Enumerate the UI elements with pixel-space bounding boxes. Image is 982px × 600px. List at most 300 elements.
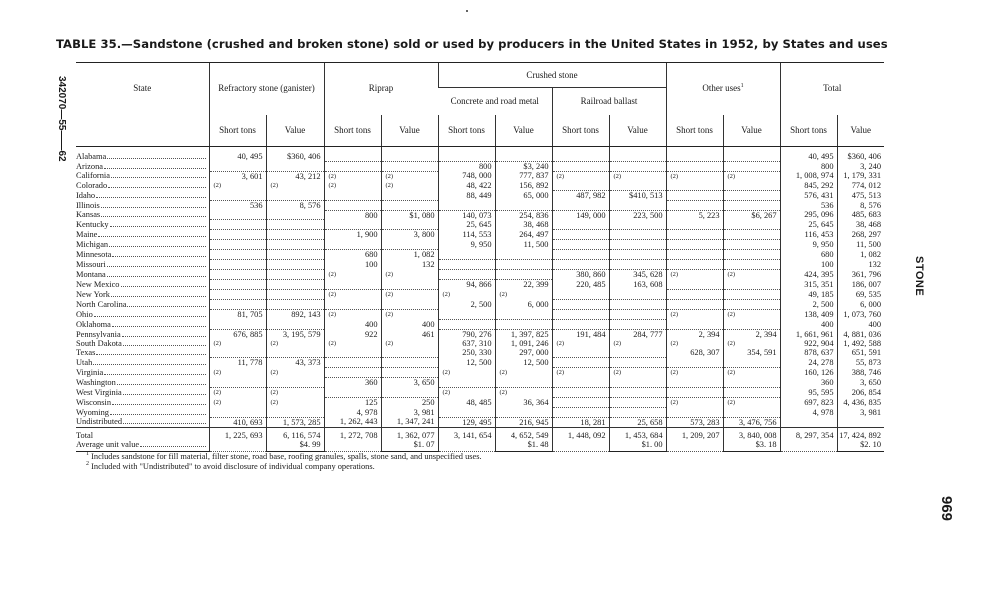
table-cell: 8, 576 xyxy=(837,200,884,210)
row-label xyxy=(76,210,209,220)
table-cell xyxy=(609,310,666,320)
table-cell xyxy=(609,387,666,397)
table-cell: 400 xyxy=(780,320,837,330)
row-label xyxy=(76,320,209,330)
state-name: Michigan xyxy=(76,240,109,249)
table-cell: 216, 945 xyxy=(495,417,552,427)
table-cell xyxy=(266,260,324,270)
table-cell: (2) xyxy=(266,181,324,191)
table-cell xyxy=(209,407,266,417)
table-cell xyxy=(552,440,609,452)
table-cell xyxy=(723,240,780,250)
table-cell xyxy=(723,161,780,171)
table-cell: (2) xyxy=(381,339,438,348)
table-cell xyxy=(324,152,381,162)
state-name: Kansas xyxy=(76,210,101,220)
row-label xyxy=(76,348,209,358)
state-name: Utah xyxy=(76,358,93,367)
leader-dots xyxy=(110,408,206,415)
table-cell xyxy=(381,200,438,210)
state-name: Minnesota xyxy=(76,250,112,259)
footnote-ref: 1 xyxy=(740,83,744,90)
table-cell xyxy=(209,260,266,270)
table-cell xyxy=(609,240,666,250)
table-cell: 25, 645 xyxy=(780,220,837,230)
state-name: Virginia xyxy=(76,368,104,377)
table-cell: $3, 240 xyxy=(495,161,552,171)
table-cell xyxy=(266,280,324,290)
table-cell: 55, 873 xyxy=(837,358,884,368)
leader-dots xyxy=(96,348,205,355)
table-row xyxy=(76,161,884,171)
table-cell: 1, 091, 246 xyxy=(495,339,552,348)
table-cell xyxy=(438,250,495,260)
row-label xyxy=(76,270,209,280)
table-cell: (2) xyxy=(495,290,552,300)
table-cell: 2, 500 xyxy=(438,300,495,310)
running-head: STONE xyxy=(913,256,925,297)
table-cell: 680 xyxy=(324,250,381,260)
table-cell xyxy=(381,368,438,378)
table-cell xyxy=(723,250,780,260)
table-cell: (2) xyxy=(209,339,266,348)
header-value: Value xyxy=(381,115,438,147)
table-cell xyxy=(552,152,609,162)
table-cell xyxy=(438,440,495,452)
table-body xyxy=(76,146,884,451)
table-cell xyxy=(438,310,495,320)
table-row xyxy=(76,348,884,358)
table-cell xyxy=(666,190,723,200)
table-cell xyxy=(209,240,266,250)
table-cell: 49, 185 xyxy=(780,290,837,300)
table-cell: 345, 628 xyxy=(609,270,666,280)
table-cell: (2) xyxy=(266,397,324,407)
table-cell xyxy=(381,190,438,200)
header-value: Value xyxy=(723,115,780,147)
table-cell xyxy=(324,348,381,358)
header-short-tons: Short tons xyxy=(324,115,381,147)
leader-dots xyxy=(112,320,206,327)
table-cell: 116, 453 xyxy=(780,230,837,240)
table-cell: 3, 476, 756 xyxy=(723,417,780,427)
table-cell: 3, 240 xyxy=(837,161,884,171)
row-label xyxy=(76,387,209,397)
table-cell xyxy=(266,250,324,260)
table-cell: 22, 399 xyxy=(495,280,552,290)
table-cell: 361, 796 xyxy=(837,270,884,280)
table-cell xyxy=(495,200,552,210)
table-cell: 11, 500 xyxy=(495,240,552,250)
table-cell xyxy=(609,348,666,358)
table-cell: 1, 397, 825 xyxy=(495,330,552,340)
table-cell: 475, 513 xyxy=(837,190,884,200)
table-cell: (2) xyxy=(723,310,780,320)
table-cell xyxy=(723,230,780,240)
row-label xyxy=(76,161,209,171)
table-cell xyxy=(780,417,837,427)
table-cell: (2) xyxy=(723,270,780,280)
table-cell: 9, 950 xyxy=(780,240,837,250)
table-cell xyxy=(495,250,552,260)
table-cell: 40, 495 xyxy=(780,152,837,162)
table-cell: 1, 082 xyxy=(837,250,884,260)
table-cell xyxy=(381,358,438,368)
table-cell xyxy=(609,161,666,171)
leader-dots xyxy=(121,280,206,287)
table-cell: 3, 650 xyxy=(837,378,884,388)
table-cell: $1. 07 xyxy=(381,440,438,452)
table-cell: 114, 553 xyxy=(438,230,495,240)
table-cell xyxy=(381,387,438,397)
leader-dots xyxy=(127,300,205,307)
table-cell: 3, 981 xyxy=(381,407,438,417)
row-label xyxy=(76,230,209,240)
table-cell: 2, 394 xyxy=(666,330,723,340)
table-cell: 65, 000 xyxy=(495,190,552,200)
table-cell: 1, 573, 285 xyxy=(266,417,324,427)
table-cell: 149, 000 xyxy=(552,210,609,220)
table-cell: 777, 837 xyxy=(495,171,552,181)
table-cell: 680 xyxy=(780,250,837,260)
table-cell: 800 xyxy=(780,161,837,171)
table-cell: 254, 836 xyxy=(495,210,552,220)
table-cell xyxy=(209,190,266,200)
table-cell: (2) xyxy=(552,339,609,348)
table-cell: $2. 10 xyxy=(837,440,884,452)
table-cell xyxy=(266,378,324,388)
table-cell xyxy=(552,161,609,171)
state-name: New York xyxy=(76,290,110,299)
table-cell xyxy=(495,320,552,330)
table-cell xyxy=(723,280,780,290)
table-cell xyxy=(552,378,609,388)
table-cell: 3, 195, 579 xyxy=(266,330,324,340)
header-value: Value xyxy=(837,115,884,147)
table-cell xyxy=(723,358,780,368)
table-cell: (2) xyxy=(609,339,666,348)
table-cell xyxy=(666,181,723,191)
state-name: Arizona xyxy=(76,161,103,171)
table-cell xyxy=(666,280,723,290)
table-cell xyxy=(495,378,552,388)
table-row xyxy=(76,387,884,397)
table-cell xyxy=(552,240,609,250)
table-cell: 100 xyxy=(324,260,381,270)
state-name: Alabama xyxy=(76,151,107,161)
table-cell: (2) xyxy=(609,368,666,378)
table-cell xyxy=(381,300,438,310)
table-cell: (2) xyxy=(666,339,723,348)
state-name: Idaho xyxy=(76,190,96,200)
table-cell: 94, 866 xyxy=(438,280,495,290)
table-cell: 922, 904 xyxy=(780,339,837,348)
table-cell xyxy=(723,320,780,330)
table-cell: 297, 000 xyxy=(495,348,552,358)
table-cell: 1, 209, 207 xyxy=(666,427,723,440)
table-cell xyxy=(666,440,723,452)
table-cell xyxy=(266,407,324,417)
table-cell: $1. 48 xyxy=(495,440,552,452)
header-value: Value xyxy=(609,115,666,147)
table-cell: 220, 485 xyxy=(552,280,609,290)
table-cell: 25, 658 xyxy=(609,417,666,427)
header-short-tons: Short tons xyxy=(780,115,837,147)
table-cell xyxy=(666,230,723,240)
header-riprap: Riprap xyxy=(324,63,438,115)
table-cell xyxy=(780,440,837,452)
table-cell xyxy=(609,407,666,417)
header-value: Value xyxy=(495,115,552,147)
table-cell xyxy=(209,290,266,300)
table-cell: 461 xyxy=(381,330,438,340)
table-cell xyxy=(666,290,723,300)
table-cell xyxy=(209,320,266,330)
table-cell: 400 xyxy=(837,320,884,330)
table-cell xyxy=(552,320,609,330)
table-cell xyxy=(266,210,324,220)
table-cell xyxy=(266,230,324,240)
table-cell: 922 xyxy=(324,330,381,340)
table-cell: 140, 073 xyxy=(438,210,495,220)
table-cell: 1, 262, 443 xyxy=(324,417,381,427)
table-cell: (2) xyxy=(266,368,324,378)
header-other-uses: Other uses$^1$ xyxy=(666,63,780,115)
table-row xyxy=(76,417,884,427)
table-row xyxy=(76,220,884,230)
table-cell xyxy=(609,230,666,240)
row-label xyxy=(76,181,209,191)
table-cell: 163, 608 xyxy=(609,280,666,290)
table-cell: 536 xyxy=(209,200,266,210)
table-cell: 1, 073, 760 xyxy=(837,310,884,320)
table-cell xyxy=(723,378,780,388)
table-cell: 250 xyxy=(381,397,438,407)
table-cell: 8, 297, 354 xyxy=(780,427,837,440)
table-cell: 69, 535 xyxy=(837,290,884,300)
state-name: Colorado xyxy=(76,180,108,190)
table-cell xyxy=(723,181,780,191)
state-name: Illinois xyxy=(76,200,100,210)
table-cell xyxy=(609,320,666,330)
table-cell xyxy=(381,240,438,250)
table-row xyxy=(76,152,884,162)
table-cell: $360, 406 xyxy=(837,152,884,162)
table-cell xyxy=(495,152,552,162)
table-cell: 424, 395 xyxy=(780,270,837,280)
table-cell xyxy=(438,152,495,162)
table-cell: 637, 310 xyxy=(438,339,495,348)
table-cell: $1, 080 xyxy=(381,210,438,220)
table-cell xyxy=(609,358,666,368)
table-cell: 25, 645 xyxy=(438,220,495,230)
row-label xyxy=(76,397,209,407)
table-cell: 774, 012 xyxy=(837,181,884,191)
table-cell: (2) xyxy=(666,171,723,181)
leader-dots xyxy=(109,240,205,247)
table-cell: 573, 283 xyxy=(666,417,723,427)
table-row xyxy=(76,260,884,270)
table-cell: 487, 982 xyxy=(552,190,609,200)
table-cell: 17, 424, 892 xyxy=(837,427,884,440)
row-label xyxy=(76,368,209,378)
header-total: Total xyxy=(780,63,884,115)
table-cell xyxy=(381,152,438,162)
table-cell xyxy=(381,161,438,171)
table-cell: 206, 854 xyxy=(837,387,884,397)
table-cell xyxy=(723,190,780,200)
table-cell xyxy=(495,260,552,270)
table-row xyxy=(76,358,884,368)
table-cell xyxy=(438,407,495,417)
leader-dots xyxy=(101,201,206,208)
table-cell xyxy=(666,407,723,417)
table-cell: (2) xyxy=(495,368,552,378)
table-row xyxy=(76,181,884,191)
table-cell: 48, 422 xyxy=(438,181,495,191)
leader-dots xyxy=(104,162,206,169)
table-cell: 4, 652, 549 xyxy=(495,427,552,440)
table-cell: 268, 297 xyxy=(837,230,884,240)
table-row xyxy=(76,171,884,181)
table-cell: (2) xyxy=(381,290,438,300)
table-cell: 354, 591 xyxy=(723,348,780,358)
leader-dots xyxy=(117,378,206,385)
table-cell: 697, 823 xyxy=(780,397,837,407)
leader-dots xyxy=(107,152,205,159)
leader-dots xyxy=(110,220,206,227)
state-name: New Mexico xyxy=(76,280,120,289)
row-label xyxy=(76,240,209,250)
table-cell: 1, 362, 077 xyxy=(381,427,438,440)
table-cell xyxy=(666,161,723,171)
footnote-1: $^1$ Includes sandstone for fill material, filter stone, road base, roofing granules, spalls, stone sand, and unspecified uses. xyxy=(86,451,482,461)
table-cell: 1, 661, 961 xyxy=(780,330,837,340)
table-row xyxy=(76,240,884,250)
table-cell xyxy=(495,407,552,417)
table-cell: 11, 778 xyxy=(209,358,266,368)
state-name: Oklahoma xyxy=(76,320,111,329)
table-cell: 191, 484 xyxy=(552,330,609,340)
table-cell: (2) xyxy=(209,368,266,378)
state-name: Texas xyxy=(76,348,96,358)
table-cell: 18, 281 xyxy=(552,417,609,427)
table-cell: (2) xyxy=(552,171,609,181)
table-cell: 3, 800 xyxy=(381,230,438,240)
table-row xyxy=(76,290,884,300)
table-cell xyxy=(266,220,324,230)
table-cell xyxy=(209,250,266,260)
print-speck xyxy=(466,10,468,12)
table-cell: (2) xyxy=(324,171,381,181)
row-label xyxy=(76,260,209,270)
table-cell: 536 xyxy=(780,200,837,210)
table-cell xyxy=(666,260,723,270)
table-cell xyxy=(552,260,609,270)
table-cell: 38, 468 xyxy=(837,220,884,230)
table-cell xyxy=(266,190,324,200)
row-label xyxy=(76,339,209,348)
table-cell: 250, 330 xyxy=(438,348,495,358)
table-cell xyxy=(438,260,495,270)
table-cell: 81, 705 xyxy=(209,310,266,320)
table-cell: (2) xyxy=(381,310,438,320)
row-label xyxy=(76,290,209,300)
table-cell xyxy=(666,387,723,397)
table-cell xyxy=(324,440,381,452)
table-cell: (2) xyxy=(324,181,381,191)
table-cell: 4, 881, 036 xyxy=(837,330,884,340)
table-cell xyxy=(666,200,723,210)
table-cell: 388, 746 xyxy=(837,368,884,378)
table-cell: (2) xyxy=(495,387,552,397)
table-cell: 3, 650 xyxy=(381,378,438,388)
table-cell xyxy=(552,358,609,368)
table-cell xyxy=(666,378,723,388)
leader-dots xyxy=(107,270,206,277)
table-cell: 892, 143 xyxy=(266,310,324,320)
table-cell: (2) xyxy=(438,368,495,378)
table-row xyxy=(76,368,884,378)
table-cell: 1, 347, 241 xyxy=(381,417,438,427)
row-label xyxy=(76,152,209,162)
table-cell: 400 xyxy=(324,320,381,330)
table-cell: 790, 276 xyxy=(438,330,495,340)
table-cell xyxy=(552,200,609,210)
header-value: Value xyxy=(266,115,324,147)
table-cell xyxy=(209,161,266,171)
table-cell xyxy=(209,440,266,452)
table-cell: 138, 409 xyxy=(780,310,837,320)
table-cell xyxy=(723,200,780,210)
header-refractory: Refractory stone (ganister) xyxy=(209,63,324,115)
table-cell: 485, 683 xyxy=(837,210,884,220)
table-cell: 4, 978 xyxy=(780,407,837,417)
table-cell: 100 xyxy=(780,260,837,270)
table-cell xyxy=(609,220,666,230)
table-cell: 125 xyxy=(324,397,381,407)
table-cell xyxy=(552,348,609,358)
table-cell xyxy=(609,200,666,210)
table-cell xyxy=(609,300,666,310)
leader-dots xyxy=(140,440,205,447)
table-cell xyxy=(552,387,609,397)
row-label xyxy=(76,310,209,320)
table-cell xyxy=(209,220,266,230)
table-cell xyxy=(209,300,266,310)
table-cell: $410, 513 xyxy=(609,190,666,200)
table-cell: 360 xyxy=(324,378,381,388)
table-cell: $6, 267 xyxy=(723,210,780,220)
leader-dots xyxy=(111,171,206,178)
table-cell: 1, 492, 588 xyxy=(837,339,884,348)
table-cell: (2) xyxy=(666,270,723,280)
table-row xyxy=(76,230,884,240)
table-cell xyxy=(609,260,666,270)
table-row xyxy=(76,440,884,452)
table-cell: 1, 082 xyxy=(381,250,438,260)
sandstone-table xyxy=(76,62,884,452)
table-cell xyxy=(723,220,780,230)
table-cell xyxy=(552,300,609,310)
leader-dots xyxy=(123,339,206,346)
table-row xyxy=(76,270,884,280)
table-cell: 1, 900 xyxy=(324,230,381,240)
table-title: TABLE 35.—Sandstone (crushed and broken stone) sold or used by producers in the United States in 1952, by States and uses xyxy=(56,37,888,51)
table-cell: 1, 179, 331 xyxy=(837,171,884,181)
table-cell: 878, 637 xyxy=(780,348,837,358)
table-cell: 186, 007 xyxy=(837,280,884,290)
